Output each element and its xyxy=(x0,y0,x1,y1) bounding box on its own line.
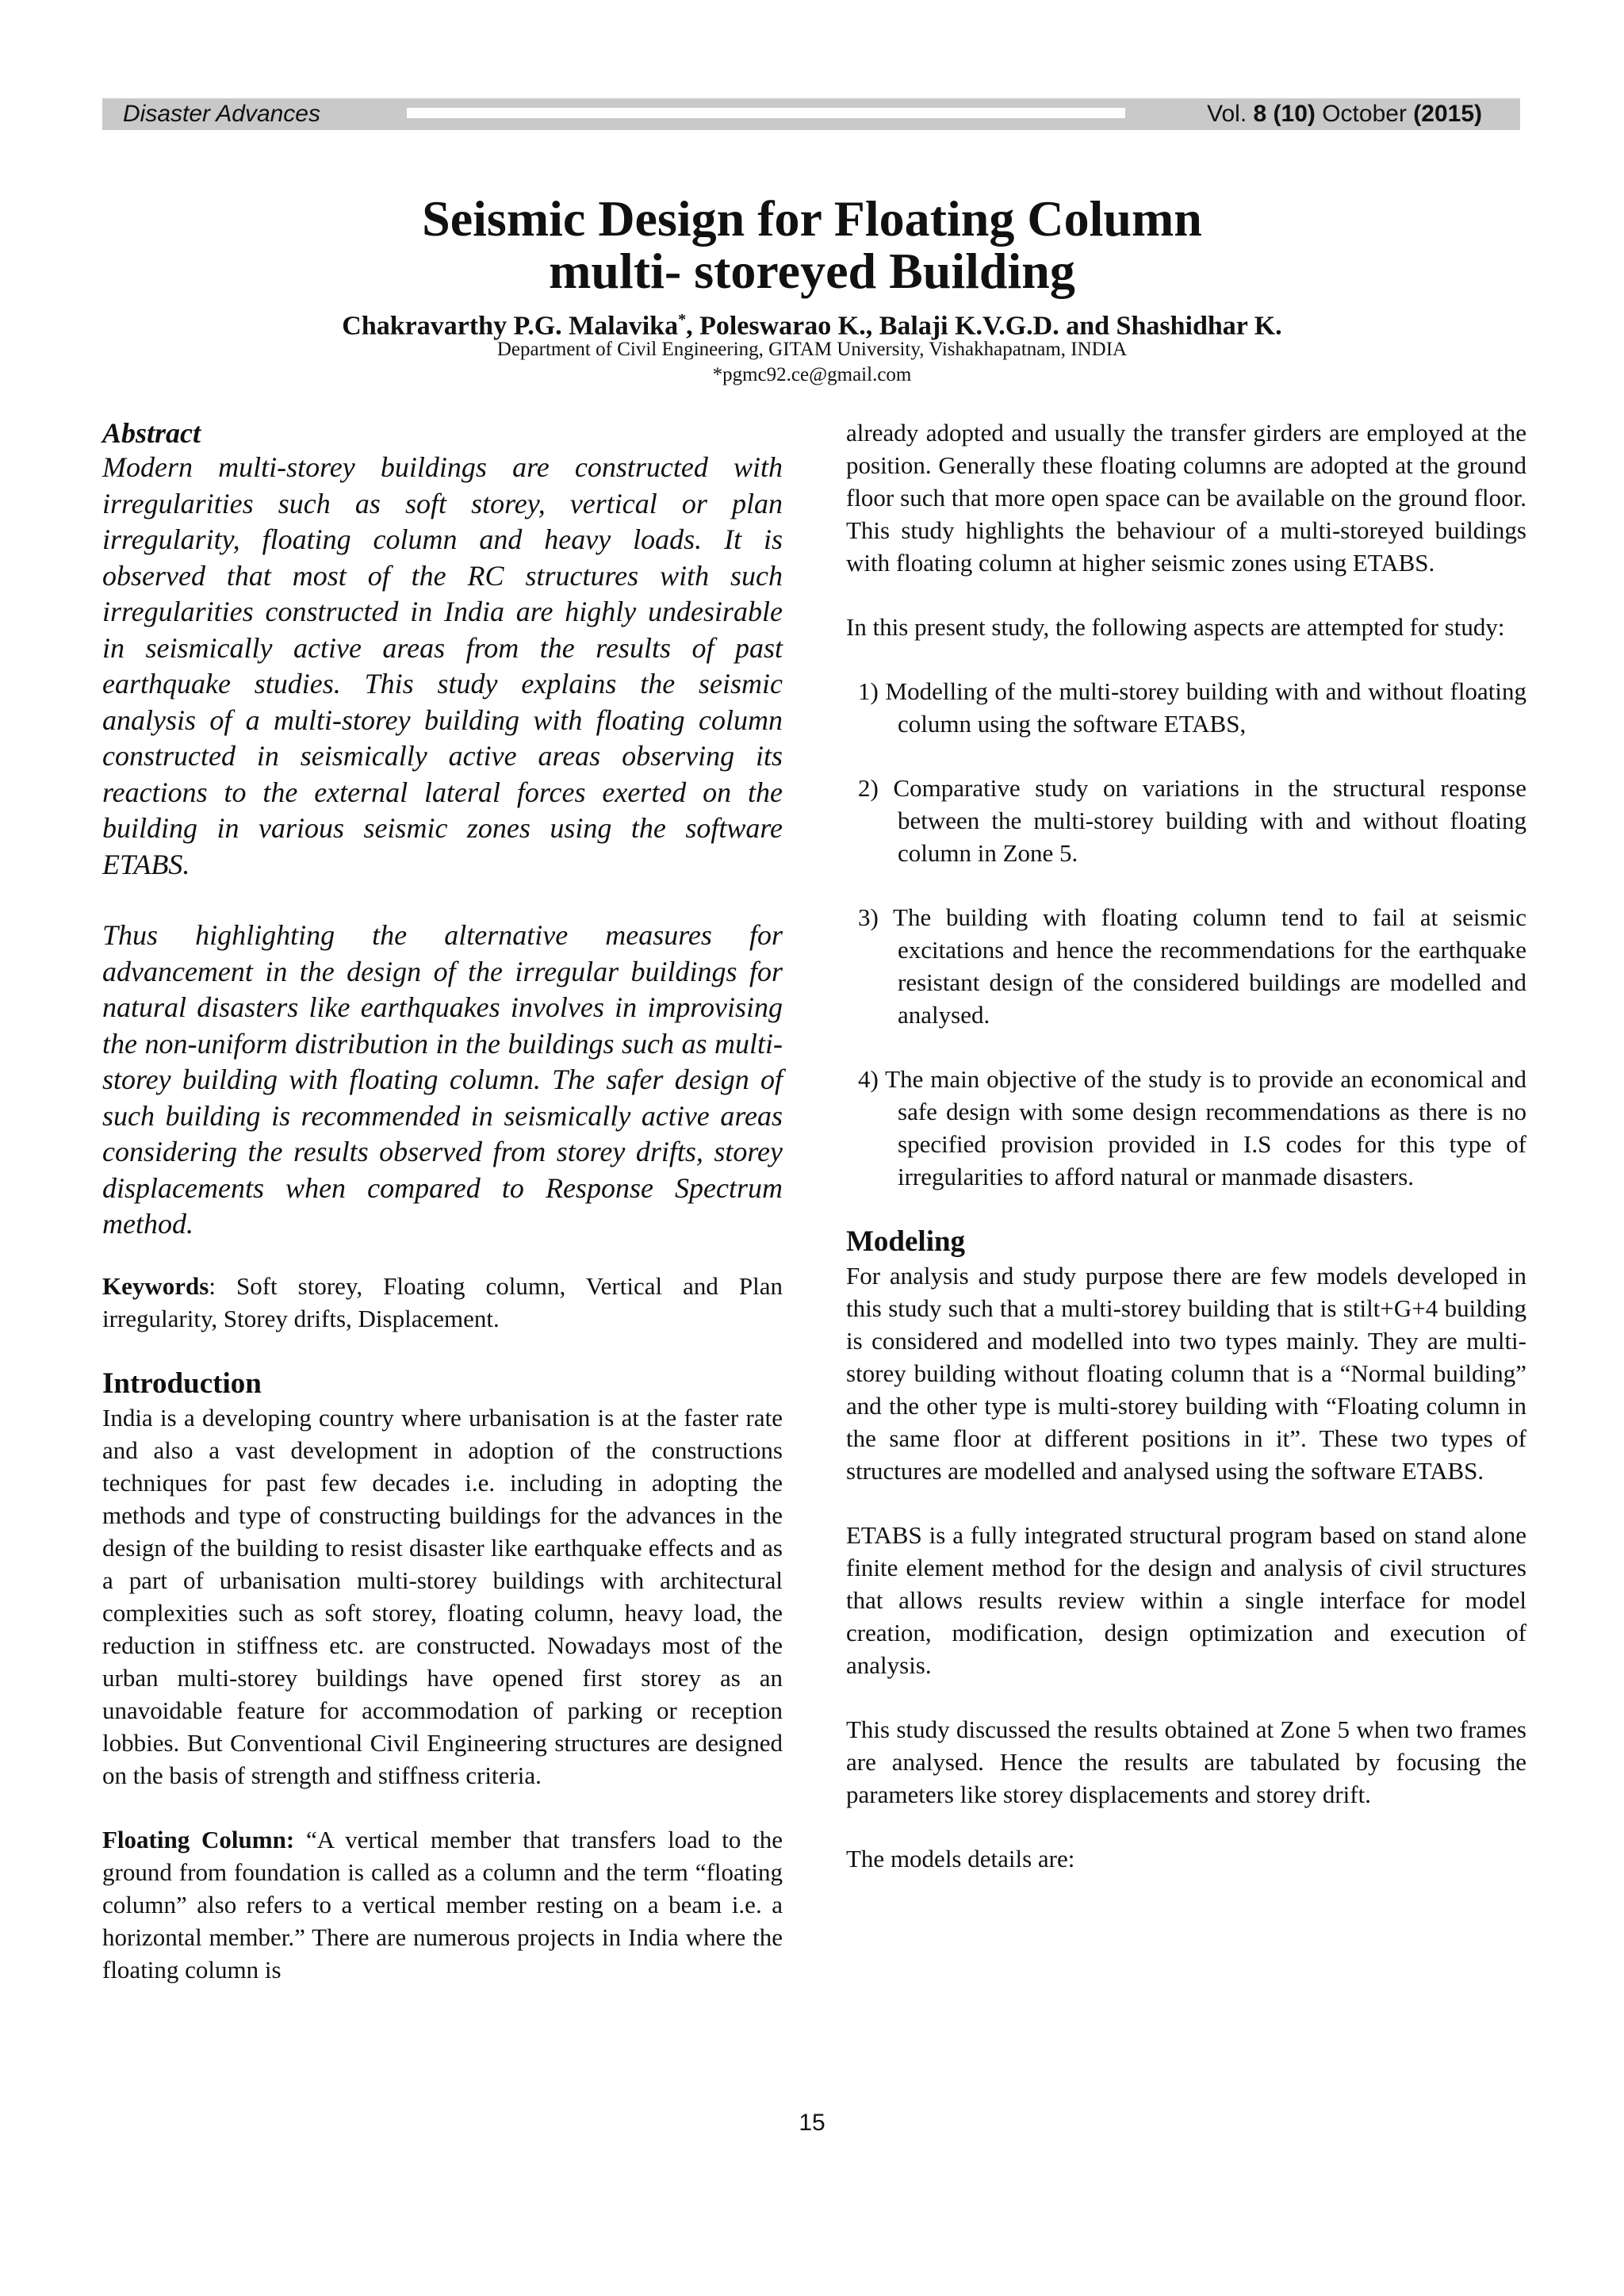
floating-column-paragraph: Floating Column: “A vertical member that transfers load to the ground from foundation is called as a column and the term “floating column” also refers to a vertical member resting on a beam i.e. a horizontal member.” There are numerous projects in India where the floating column is xyxy=(102,1825,783,1984)
paper-title-line2: multi- storeyed Building xyxy=(549,243,1075,299)
email: *pgmc92.ce@gmail.com xyxy=(712,364,912,385)
right-column xyxy=(846,416,1526,1875)
modeling-paragraph-1: For analysis and study purpose there are few models developed in this study such that a multi-storey building that is stilt+G+4 building is considered and modelled into two types mainly. They are multi-storey building without floating column that is a “Normal building” and the other type is multi-storey building with “Floating column in the same floor at different positions in it”. These two types of structures are modelled and analysed using the software ETABS. xyxy=(846,1262,1526,1485)
page-number: 15 xyxy=(799,2110,825,2136)
right-paragraph-1: already adopted and usually the transfer girders are employed at the position. Generally these floating columns are adopted at the ground floor such that more open space can be available on the ground floor. This study highlights the behaviour of a multi-storeyed buildings with floating column at higher seismic zones using ETABS. xyxy=(846,419,1526,577)
affiliation: Department of Civil Engineering, GITAM University, Vishakhapatnam, INDIA xyxy=(496,339,1128,360)
aspect-item-3: 3) The building with floating column tend to fail at seismic excitations and hence the recommendations for the earthquake resistant design of the considered buildings are modelled and analysed. xyxy=(858,903,1526,1029)
introduction-paragraph: India is a developing country where urbanisation is at the faster rate and also a vast development in adoption of the constructions techniques for past few decades i.e. including in adopting the methods and type of constructing buildings for the advances in the design of the building to resist disaster like earthquake effects and as a part of urbanisation multi-storey buildings with architectural complexities such as soft storey, floating column, heavy load, the reduction in stiffness etc. are constructed. Nowadays most of the urban multi-storey buildings have opened first storey as an unavoidable feature for accommodation of parking or reception lobbies. But Conventional Civil Engineering structures are designed on the basis of strength and stiffness criteria. xyxy=(102,1403,783,1789)
journal-name: Disaster Advances xyxy=(123,101,320,127)
volume-info: Vol. 8 (10) October (2015) xyxy=(1207,101,1482,127)
abstract-paragraph-1: Modern multi-storey buildings are constructed with irregularities such as soft storey, vertical or plan irregularity, floating column and heavy loads. It is observed that most of the RC structures with such irregularities constructed in India are highly undesirable in seismically active areas from the results of past earthquake studies. This study explains the seismic analysis of a multi-storey building with floating column constructed in seismically active areas observing its reactions to the external lateral forces exerted on the building in various seismic zones using the software ETABS. xyxy=(102,451,783,880)
corresponding-mark: * xyxy=(678,311,687,328)
abstract-paragraph-2: Thus highlighting the alternative measures for advancement in the design of the irregular buildings for natural disasters like earthquakes involves in improvising the non-uniform distribution in the buildings such as multi-storey building with floating column. The safer design of such building is recommended in seismically active areas considering the results observed from storey drifts, storey displacements when compared to Response Spectrum method. xyxy=(102,919,783,1240)
aspect-item-2: 2) Comparative study on variations in the structural response between the multi-storey building with and without floating column in Zone 5. xyxy=(858,774,1526,867)
modeling-heading: Modeling xyxy=(846,1225,966,1258)
aspect-item-1: 1) Modelling of the multi-storey building with and without floating column using the software ETABS, xyxy=(858,677,1526,738)
modeling-paragraph-2: ETABS is a fully integrated structural program based on stand alone finite element method for the design and analysis of civil structures that allows results review within a single interface for model creation, modification, design optimization and execution of analysis. xyxy=(846,1521,1526,1679)
modeling-paragraph-4: The models details are: xyxy=(846,1845,1075,1872)
introduction-heading: Introduction xyxy=(102,1366,262,1400)
abstract-heading: Abstract xyxy=(102,417,201,449)
keywords: Keywords: Soft storey, Floating column, Vertical and Plan irregularity, Storey drifts, Displacement. xyxy=(102,1271,783,1332)
left-column xyxy=(102,416,783,1986)
aspect-item-4: 4) The main objective of the study is to provide an economical and safe design with some design recommendations as there is no specified provision provided in I.S codes for this type of irregularities to afford natural or manmade disasters. xyxy=(858,1065,1526,1190)
header-bar xyxy=(407,108,1125,118)
running-header xyxy=(102,98,1520,130)
right-paragraph-2: In this present study, the following aspects are attempted for study: xyxy=(846,613,1505,641)
modeling-paragraph-3: This study discussed the results obtained at Zone 5 when two frames are analysed. Hence the results are tabulated by focusing the parameters like storey displacements and storey drift. xyxy=(846,1715,1526,1808)
authors: Chakravarthy P.G. Malavika*, Poleswarao K., Balaji K.V.G.D. and Shashidhar K. xyxy=(342,311,1282,341)
paper-title-line1: Seismic Design for Floating Column xyxy=(422,190,1202,247)
